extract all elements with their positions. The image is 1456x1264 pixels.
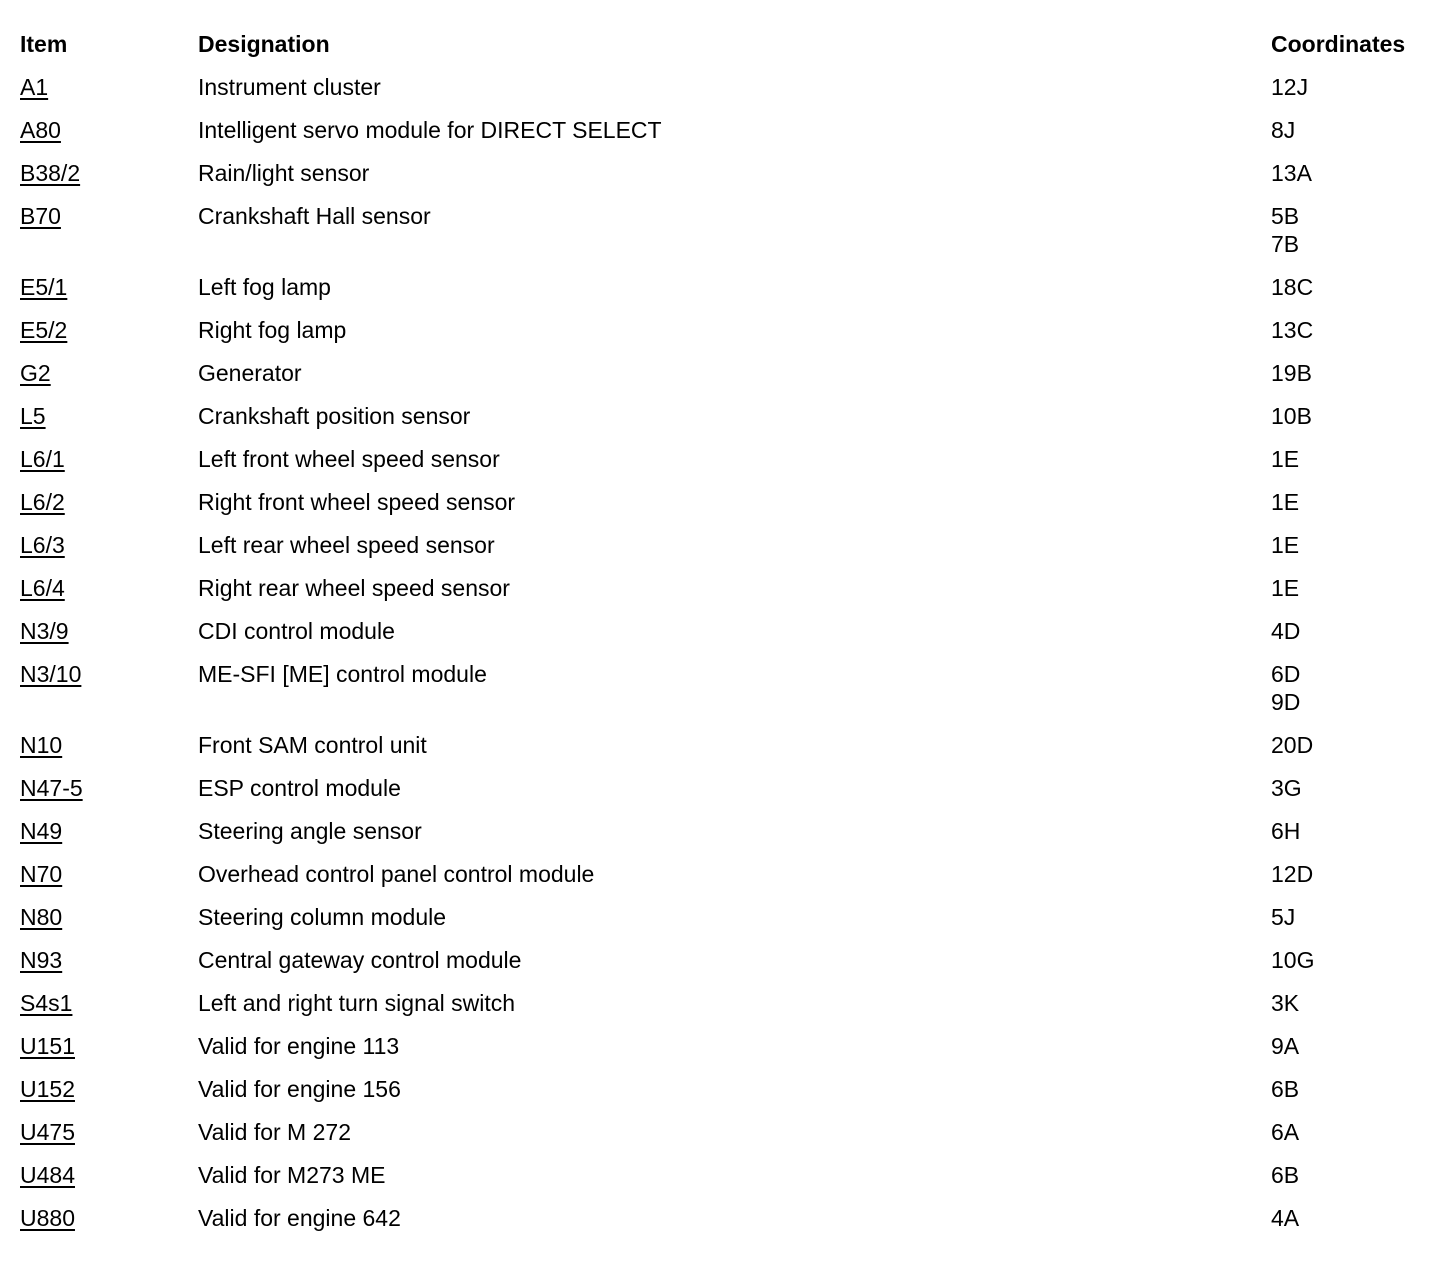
designation-cell: Valid for engine 113 — [198, 1033, 400, 1059]
coordinate-value: 6B — [1271, 1162, 1300, 1188]
designation-cell: Generator — [198, 360, 302, 386]
item-link[interactable]: A1 — [20, 74, 49, 100]
coordinate-value: 5B — [1271, 203, 1300, 229]
item-link[interactable]: N80 — [20, 904, 63, 930]
designation-cell: Central gateway control module — [198, 947, 522, 973]
item-cell — [20, 116, 198, 144]
item-link[interactable]: N3/9 — [20, 618, 69, 644]
designation-cell: Steering column module — [198, 904, 447, 930]
coordinates-cell — [1271, 1118, 1440, 1146]
coordinates-cell — [1271, 989, 1440, 1017]
item-cell — [20, 531, 198, 559]
item-link[interactable]: E5/2 — [20, 317, 68, 343]
item-link[interactable]: B38/2 — [20, 160, 81, 186]
coordinates-cell — [1271, 774, 1440, 802]
table-row — [20, 152, 1440, 195]
item-cell — [20, 1032, 198, 1060]
item-cell — [20, 817, 198, 845]
coordinate-value: 5J — [1271, 904, 1296, 930]
coordinate-value: 6H — [1271, 818, 1301, 844]
item-cell — [20, 860, 198, 888]
item-cell — [20, 774, 198, 802]
item-link[interactable]: S4s1 — [20, 990, 73, 1016]
item-cell — [20, 202, 198, 230]
item-link[interactable]: L6/1 — [20, 446, 65, 472]
coordinate-value: 3G — [1271, 775, 1302, 801]
coordinate-value: 12D — [1271, 861, 1314, 887]
table-row — [20, 266, 1440, 309]
table-row — [20, 853, 1440, 896]
coordinates-cell — [1271, 202, 1440, 258]
table-row — [20, 1111, 1440, 1154]
coordinate-value: 6B — [1271, 1076, 1300, 1102]
coordinate-value: 4D — [1271, 618, 1301, 644]
coordinate-value: 9A — [1271, 1033, 1300, 1059]
table-row — [20, 1068, 1440, 1111]
coordinate-value: 8J — [1271, 117, 1296, 143]
table-row — [20, 982, 1440, 1025]
designation-column-header: Designation — [198, 31, 330, 57]
item-link[interactable]: L6/3 — [20, 532, 65, 558]
coordinate-value: 13A — [1271, 160, 1312, 186]
designation-cell: Left fog lamp — [198, 274, 331, 300]
table-row — [20, 66, 1440, 109]
table-row — [20, 653, 1440, 724]
coordinates-cell — [1271, 488, 1440, 516]
table-header-row — [20, 24, 1440, 66]
item-cell — [20, 159, 198, 187]
item-link[interactable]: N3/10 — [20, 661, 82, 687]
designation-cell: Crankshaft Hall sensor — [198, 203, 431, 229]
designation-cell: Left and right turn signal switch — [198, 990, 516, 1016]
coordinates-cell — [1271, 159, 1440, 187]
coordinates-cell — [1271, 574, 1440, 602]
item-cell — [20, 903, 198, 931]
table-row — [20, 1025, 1440, 1068]
coordinate-value: 4A — [1271, 1205, 1300, 1231]
item-cell — [20, 488, 198, 516]
coordinates-cell — [1271, 731, 1440, 759]
designation-cell: Rain/light sensor — [198, 160, 370, 186]
coordinates-cell — [1271, 531, 1440, 559]
coordinate-value: 13C — [1271, 317, 1314, 343]
item-cell — [20, 989, 198, 1017]
table-row — [20, 438, 1440, 481]
coordinates-cell — [1271, 73, 1440, 101]
coordinate-value: 1E — [1271, 532, 1300, 558]
table-row — [20, 724, 1440, 767]
coordinate-value: 6A — [1271, 1119, 1300, 1145]
table-row — [20, 896, 1440, 939]
coordinate-value: 12J — [1271, 74, 1309, 100]
item-cell — [20, 445, 198, 473]
designation-cell: Overhead control panel control module — [198, 861, 595, 887]
item-link[interactable]: N47-5 — [20, 775, 83, 801]
item-link[interactable]: N49 — [20, 818, 63, 844]
item-link[interactable]: L5 — [20, 403, 46, 429]
designation-cell: Right rear wheel speed sensor — [198, 575, 510, 601]
coordinate-value: 3K — [1271, 990, 1300, 1016]
coordinates-cell — [1271, 817, 1440, 845]
coordinate-value: 6D — [1271, 661, 1301, 687]
table-row — [20, 1197, 1440, 1240]
designation-cell: Valid for engine 156 — [198, 1076, 401, 1102]
table-row — [20, 810, 1440, 853]
coordinate-value: 19B — [1271, 360, 1312, 386]
table-row — [20, 195, 1440, 266]
item-link[interactable]: U151 — [20, 1033, 75, 1059]
item-cell — [20, 316, 198, 344]
item-link[interactable]: U880 — [20, 1205, 75, 1231]
coordinate-value: 18C — [1271, 274, 1314, 300]
designation-cell: Valid for engine 642 — [198, 1205, 401, 1231]
coordinates-cell — [1271, 116, 1440, 144]
table-row — [20, 395, 1440, 438]
item-link[interactable]: L6/2 — [20, 489, 65, 515]
item-column-header: Item — [20, 31, 68, 57]
coordinate-value: 1E — [1271, 446, 1300, 472]
component-legend-table — [20, 24, 1440, 1240]
table-row — [20, 1154, 1440, 1197]
table-row — [20, 481, 1440, 524]
coordinates-cell — [1271, 445, 1440, 473]
item-link[interactable]: N70 — [20, 861, 63, 887]
item-cell — [20, 402, 198, 430]
item-cell — [20, 731, 198, 759]
designation-cell: Right fog lamp — [198, 317, 347, 343]
item-link[interactable]: U475 — [20, 1119, 75, 1145]
item-cell — [20, 617, 198, 645]
coordinates-cell — [1271, 359, 1440, 387]
designation-cell: Front SAM control unit — [198, 732, 427, 758]
table-row — [20, 567, 1440, 610]
item-link[interactable]: U484 — [20, 1162, 75, 1188]
designation-cell: Instrument cluster — [198, 74, 381, 100]
item-cell — [20, 273, 198, 301]
designation-cell: CDI control module — [198, 618, 395, 644]
designation-cell: Crankshaft position sensor — [198, 403, 471, 429]
table-row — [20, 610, 1440, 653]
item-link[interactable]: E5/1 — [20, 274, 68, 300]
item-link[interactable]: U152 — [20, 1076, 75, 1102]
item-cell — [20, 1204, 198, 1232]
item-link[interactable]: L6/4 — [20, 575, 65, 601]
coordinates-cell — [1271, 1161, 1440, 1189]
item-link[interactable]: B70 — [20, 203, 61, 229]
coordinates-cell — [1271, 316, 1440, 344]
item-cell — [20, 946, 198, 974]
coordinate-value: 1E — [1271, 575, 1300, 601]
coordinate-value: 10B — [1271, 403, 1312, 429]
item-cell — [20, 660, 198, 688]
designation-cell: Left rear wheel speed sensor — [198, 532, 495, 558]
coordinates-cell — [1271, 1075, 1440, 1103]
designation-cell: Valid for M273 ME — [198, 1162, 386, 1188]
coordinates-cell — [1271, 1032, 1440, 1060]
table-row — [20, 109, 1440, 152]
coordinate-value: 9D — [1271, 689, 1301, 715]
coordinates-cell — [1271, 273, 1440, 301]
item-cell — [20, 359, 198, 387]
designation-cell: Steering angle sensor — [198, 818, 422, 844]
designation-cell: ESP control module — [198, 775, 401, 801]
coordinates-cell — [1271, 903, 1440, 931]
item-link[interactable]: N10 — [20, 732, 63, 758]
item-cell — [20, 73, 198, 101]
coordinates-cell — [1271, 1204, 1440, 1232]
item-cell — [20, 574, 198, 602]
item-link[interactable]: A80 — [20, 117, 61, 143]
item-cell — [20, 1161, 198, 1189]
table-row — [20, 939, 1440, 982]
coordinate-value: 7B — [1271, 231, 1300, 257]
designation-cell: Left front wheel speed sensor — [198, 446, 500, 472]
item-cell — [20, 1075, 198, 1103]
coordinates-cell — [1271, 617, 1440, 645]
table-row — [20, 309, 1440, 352]
designation-cell: ME-SFI [ME] control module — [198, 661, 487, 687]
coordinates-cell — [1271, 946, 1440, 974]
coordinates-cell — [1271, 660, 1440, 716]
table-row — [20, 767, 1440, 810]
table-row — [20, 524, 1440, 567]
designation-cell: Right front wheel speed sensor — [198, 489, 516, 515]
coordinate-value: 20D — [1271, 732, 1314, 758]
coordinate-value: 1E — [1271, 489, 1300, 515]
coordinates-cell — [1271, 402, 1440, 430]
coordinates-cell — [1271, 860, 1440, 888]
table-body — [20, 66, 1440, 1240]
coordinates-column-header: Coordinates — [1271, 31, 1406, 57]
item-cell — [20, 1118, 198, 1146]
item-link[interactable]: N93 — [20, 947, 63, 973]
item-link[interactable]: G2 — [20, 360, 51, 386]
designation-cell: Valid for M 272 — [198, 1119, 351, 1145]
coordinate-value: 10G — [1271, 947, 1315, 973]
table-row — [20, 352, 1440, 395]
designation-cell: Intelligent servo module for DIRECT SELECT — [198, 117, 662, 143]
